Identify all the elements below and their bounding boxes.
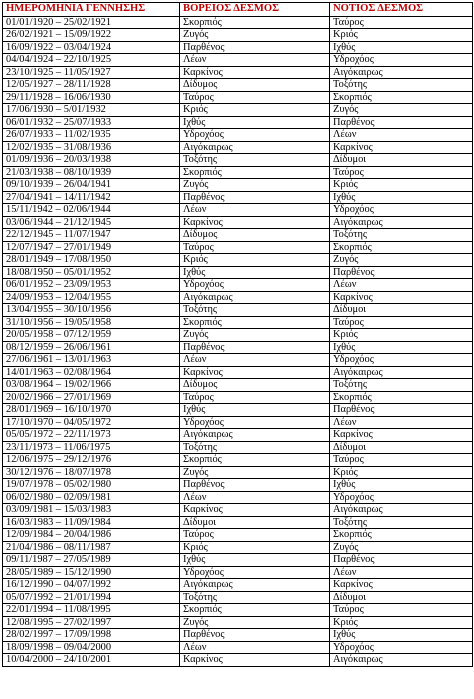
cell-birth-date-range: 03/08/1964 – 19/02/1966 <box>3 379 180 392</box>
cell-north-node: Τοξότης <box>180 441 330 454</box>
cell-north-node: Αιγόκαιρως <box>180 579 330 592</box>
table-row <box>3 104 473 117</box>
cell-south-node: Ταύρος <box>330 16 473 29</box>
table-row <box>3 554 473 567</box>
cell-north-node: Παρθένος <box>180 479 330 492</box>
cell-birth-date-range: 08/12/1959 – 26/06/1961 <box>3 341 180 354</box>
cell-north-node: Λέων <box>180 354 330 367</box>
table-row <box>3 529 473 542</box>
cell-birth-date-range: 01/09/1936 – 20/03/1938 <box>3 154 180 167</box>
cell-birth-date-range: 09/11/1987 – 27/05/1989 <box>3 554 180 567</box>
cell-birth-date-range: 30/12/1976 – 18/07/1978 <box>3 466 180 479</box>
cell-birth-date-range: 27/04/1941 – 14/11/1942 <box>3 191 180 204</box>
table-row <box>3 16 473 29</box>
cell-north-node: Σκορπιός <box>180 166 330 179</box>
table-row <box>3 629 473 642</box>
header-row <box>3 3 473 17</box>
table-row <box>3 429 473 442</box>
cell-south-node: Κριός <box>330 466 473 479</box>
table-row <box>3 641 473 654</box>
cell-birth-date-range: 19/07/1978 – 05/02/1980 <box>3 479 180 492</box>
table-row <box>3 416 473 429</box>
cell-birth-date-range: 17/06/1930 – 5/01/1932 <box>3 104 180 117</box>
cell-south-node: Παρθένος <box>330 266 473 279</box>
cell-north-node: Παρθένος <box>180 41 330 54</box>
cell-birth-date-range: 18/08/1950 – 05/01/1952 <box>3 266 180 279</box>
cell-north-node: Ζυγός <box>180 616 330 629</box>
cell-north-node: Ταύρος <box>180 91 330 104</box>
cell-south-node: Σκορπιός <box>330 241 473 254</box>
table-row <box>3 479 473 492</box>
cell-birth-date-range: 20/02/1966 – 27/01/1969 <box>3 391 180 404</box>
cell-south-node: Ταύρος <box>330 604 473 617</box>
cell-north-node: Ταύρος <box>180 241 330 254</box>
cell-south-node: Υδροχόος <box>330 354 473 367</box>
cell-birth-date-range: 24/09/1953 – 12/04/1955 <box>3 291 180 304</box>
cell-north-node: Σκορπιός <box>180 604 330 617</box>
table-row <box>3 29 473 42</box>
cell-south-node: Καρκίνος <box>330 141 473 154</box>
cell-birth-date-range: 28/01/1969 – 16/10/1970 <box>3 404 180 417</box>
table-row <box>3 91 473 104</box>
cell-north-node: Καρκίνος <box>180 504 330 517</box>
cell-south-node: Κριός <box>330 329 473 342</box>
cell-birth-date-range: 12/06/1975 – 29/12/1976 <box>3 454 180 467</box>
cell-south-node: Δίδυμοι <box>330 591 473 604</box>
cell-south-node: Λέων <box>330 129 473 142</box>
cell-birth-date-range: 26/07/1933 – 11/02/1935 <box>3 129 180 142</box>
cell-north-node: Τοξότης <box>180 304 330 317</box>
cell-birth-date-range: 16/09/1922 – 03/04/1924 <box>3 41 180 54</box>
cell-south-node: Ζυγός <box>330 104 473 117</box>
table-row <box>3 54 473 67</box>
cell-south-node: Υδροχόος <box>330 641 473 654</box>
cell-south-node: Τοξότης <box>330 229 473 242</box>
cell-north-node: Τοξότης <box>180 154 330 167</box>
cell-south-node: Κριός <box>330 616 473 629</box>
cell-north-node: Σκορπιός <box>180 454 330 467</box>
table-row <box>3 279 473 292</box>
cell-birth-date-range: 12/02/1935 – 31/08/1936 <box>3 141 180 154</box>
cell-birth-date-range: 03/09/1981 – 15/03/1983 <box>3 504 180 517</box>
cell-north-node: Ιχθύς <box>180 266 330 279</box>
lunar-nodes-table <box>2 2 473 667</box>
cell-north-node: Λέων <box>180 641 330 654</box>
table-row <box>3 79 473 92</box>
cell-south-node: Λέων <box>330 566 473 579</box>
cell-north-node: Καρκίνος <box>180 66 330 79</box>
cell-north-node: Σκορπιός <box>180 16 330 29</box>
table-row <box>3 541 473 554</box>
table-row <box>3 166 473 179</box>
cell-south-node: Λέων <box>330 416 473 429</box>
cell-south-node: Ιχθύς <box>330 479 473 492</box>
cell-south-node: Ταύρος <box>330 316 473 329</box>
cell-birth-date-range: 20/05/1958 – 07/12/1959 <box>3 329 180 342</box>
cell-north-node: Λέων <box>180 491 330 504</box>
table-row <box>3 304 473 317</box>
header-birth-date: ΗΜΕΡΟΜΗΝΙΑ ΓΕΝΝΗΣΗΣ <box>3 3 180 17</box>
table-row <box>3 154 473 167</box>
cell-north-node: Παρθένος <box>180 191 330 204</box>
cell-birth-date-range: 23/10/1925 – 11/05/1927 <box>3 66 180 79</box>
cell-north-node: Λέων <box>180 54 330 67</box>
table-row <box>3 316 473 329</box>
cell-birth-date-range: 18/09/1998 – 09/04/2000 <box>3 641 180 654</box>
cell-north-node: Ζυγός <box>180 329 330 342</box>
cell-north-node: Ιχθύς <box>180 554 330 567</box>
table-body <box>3 16 473 666</box>
table-row <box>3 491 473 504</box>
cell-south-node: Ιχθύς <box>330 41 473 54</box>
cell-south-node: Κριός <box>330 29 473 42</box>
cell-south-node: Σκορπιός <box>330 91 473 104</box>
cell-birth-date-range: 22/12/1945 – 11/07/1947 <box>3 229 180 242</box>
cell-north-node: Αιγόκαιρως <box>180 429 330 442</box>
cell-south-node: Καρκίνος <box>330 429 473 442</box>
cell-birth-date-range: 31/10/1956 – 19/05/1958 <box>3 316 180 329</box>
cell-south-node: Παρθένος <box>330 404 473 417</box>
cell-birth-date-range: 12/07/1947 – 27/01/1949 <box>3 241 180 254</box>
cell-birth-date-range: 27/06/1961 – 13/01/1963 <box>3 354 180 367</box>
table-row <box>3 179 473 192</box>
cell-north-node: Αιγόκαιρως <box>180 291 330 304</box>
cell-south-node: Τοξότης <box>330 379 473 392</box>
table-row <box>3 141 473 154</box>
cell-birth-date-range: 06/02/1980 – 02/09/1981 <box>3 491 180 504</box>
cell-birth-date-range: 01/01/1920 – 25/02/1921 <box>3 16 180 29</box>
cell-birth-date-range: 16/12/1990 – 04/07/1992 <box>3 579 180 592</box>
cell-north-node: Ζυγός <box>180 466 330 479</box>
table-row <box>3 116 473 129</box>
cell-south-node: Δίδυμοι <box>330 441 473 454</box>
cell-south-node: Σκορπιός <box>330 529 473 542</box>
table-row <box>3 366 473 379</box>
cell-south-node: Σκορπιός <box>330 391 473 404</box>
table-row <box>3 504 473 517</box>
cell-north-node: Ταύρος <box>180 529 330 542</box>
cell-south-node: Αιγόκαιρως <box>330 504 473 517</box>
cell-south-node: Καρκίνος <box>330 291 473 304</box>
cell-north-node: Ταύρος <box>180 391 330 404</box>
cell-north-node: Υδροχόος <box>180 416 330 429</box>
cell-south-node: Δίδυμοι <box>330 154 473 167</box>
cell-birth-date-range: 09/10/1939 – 26/04/1941 <box>3 179 180 192</box>
table-row <box>3 404 473 417</box>
header-south-node: ΝΟΤΙΟΣ ΔΕΣΜΟΣ <box>330 3 473 17</box>
cell-south-node: Υδροχόος <box>330 204 473 217</box>
cell-south-node: Ιχθύς <box>330 341 473 354</box>
cell-birth-date-range: 29/11/1928 – 16/06/1930 <box>3 91 180 104</box>
cell-north-node: Υδροχόος <box>180 566 330 579</box>
cell-south-node: Ταύρος <box>330 166 473 179</box>
cell-birth-date-range: 13/04/1955 – 30/10/1956 <box>3 304 180 317</box>
cell-north-node: Καρκίνος <box>180 216 330 229</box>
table-row <box>3 391 473 404</box>
cell-birth-date-range: 26/02/1921 – 15/09/1922 <box>3 29 180 42</box>
cell-south-node: Αιγόκαιρως <box>330 654 473 667</box>
cell-birth-date-range: 06/01/1952 – 23/09/1953 <box>3 279 180 292</box>
cell-north-node: Υδροχόος <box>180 129 330 142</box>
table-row <box>3 329 473 342</box>
cell-north-node: Δίδυμος <box>180 229 330 242</box>
table-row <box>3 354 473 367</box>
cell-birth-date-range: 14/01/1963 – 02/08/1964 <box>3 366 180 379</box>
header-north-node: ΒΟΡΕΙΟΣ ΔΕΣΜΟΣ <box>180 3 330 17</box>
cell-birth-date-range: 28/05/1989 – 15/12/1990 <box>3 566 180 579</box>
table-row <box>3 191 473 204</box>
table-row <box>3 341 473 354</box>
cell-north-node: Ζυγός <box>180 179 330 192</box>
cell-south-node: Λέων <box>330 279 473 292</box>
cell-birth-date-range: 21/04/1986 – 08/11/1987 <box>3 541 180 554</box>
table-row <box>3 291 473 304</box>
table-row <box>3 229 473 242</box>
table-row <box>3 591 473 604</box>
cell-south-node: Παρθένος <box>330 116 473 129</box>
cell-south-node: Υδροχόος <box>330 54 473 67</box>
table-row <box>3 466 473 479</box>
cell-south-node: Ζυγός <box>330 254 473 267</box>
cell-north-node: Κριός <box>180 254 330 267</box>
table-row <box>3 516 473 529</box>
cell-north-node: Δίδυμοι <box>180 516 330 529</box>
cell-south-node: Υδροχόος <box>330 491 473 504</box>
cell-north-node: Ζυγός <box>180 29 330 42</box>
table-row <box>3 379 473 392</box>
cell-south-node: Καρκίνος <box>330 579 473 592</box>
cell-south-node: Ζυγός <box>330 541 473 554</box>
cell-north-node: Υδροχόος <box>180 279 330 292</box>
cell-north-node: Ιχθύς <box>180 404 330 417</box>
table-row <box>3 241 473 254</box>
cell-birth-date-range: 22/01/1994 – 11/08/1995 <box>3 604 180 617</box>
table-row <box>3 41 473 54</box>
table-row <box>3 566 473 579</box>
cell-south-node: Κριός <box>330 179 473 192</box>
cell-north-node: Τοξότης <box>180 591 330 604</box>
cell-north-node: Παρθένος <box>180 341 330 354</box>
cell-north-node: Κριός <box>180 104 330 117</box>
cell-south-node: Αιγόκαιρως <box>330 66 473 79</box>
cell-birth-date-range: 21/03/1938 – 08/10/1939 <box>3 166 180 179</box>
table-row <box>3 654 473 667</box>
cell-birth-date-range: 12/09/1984 – 20/04/1986 <box>3 529 180 542</box>
cell-north-node: Ιχθύς <box>180 116 330 129</box>
cell-birth-date-range: 06/01/1932 – 25/07/1933 <box>3 116 180 129</box>
cell-south-node: Αιγόκαιρως <box>330 216 473 229</box>
table-row <box>3 254 473 267</box>
cell-south-node: Παρθένος <box>330 554 473 567</box>
cell-birth-date-range: 15/11/1942 – 02/06/1944 <box>3 204 180 217</box>
cell-north-node: Αιγόκαιρως <box>180 141 330 154</box>
cell-birth-date-range: 17/10/1970 – 04/05/1972 <box>3 416 180 429</box>
cell-north-node: Καρκίνος <box>180 654 330 667</box>
cell-birth-date-range: 05/05/1972 – 22/11/1973 <box>3 429 180 442</box>
cell-birth-date-range: 04/04/1924 – 22/10/1925 <box>3 54 180 67</box>
cell-north-node: Δίδυμος <box>180 379 330 392</box>
cell-south-node: Ιχθύς <box>330 629 473 642</box>
cell-birth-date-range: 16/03/1983 – 11/09/1984 <box>3 516 180 529</box>
table-row <box>3 129 473 142</box>
cell-north-node: Σκορπιός <box>180 316 330 329</box>
cell-birth-date-range: 28/02/1997 – 17/09/1998 <box>3 629 180 642</box>
cell-north-node: Δίδυμος <box>180 79 330 92</box>
cell-birth-date-range: 12/08/1995 – 27/02/1997 <box>3 616 180 629</box>
cell-birth-date-range: 28/01/1949 – 17/08/1950 <box>3 254 180 267</box>
cell-north-node: Κριός <box>180 541 330 554</box>
cell-north-node: Καρκίνος <box>180 366 330 379</box>
cell-birth-date-range: 12/05/1927 – 28/11/1928 <box>3 79 180 92</box>
cell-birth-date-range: 10/04/2000 – 24/10/2001 <box>3 654 180 667</box>
cell-north-node: Λέων <box>180 204 330 217</box>
table-row <box>3 579 473 592</box>
table-row <box>3 66 473 79</box>
table-row <box>3 454 473 467</box>
table-row <box>3 204 473 217</box>
table-row <box>3 266 473 279</box>
table-row <box>3 616 473 629</box>
cell-birth-date-range: 03/06/1944 – 21/12/1945 <box>3 216 180 229</box>
cell-birth-date-range: 05/07/1992 – 21/01/1994 <box>3 591 180 604</box>
table-row <box>3 604 473 617</box>
cell-south-node: Αιγόκαιρως <box>330 366 473 379</box>
cell-south-node: Ιχθύς <box>330 191 473 204</box>
cell-north-node: Παρθένος <box>180 629 330 642</box>
cell-south-node: Δίδυμοι <box>330 304 473 317</box>
cell-south-node: Τοξότης <box>330 79 473 92</box>
cell-birth-date-range: 23/11/1973 – 11/06/1975 <box>3 441 180 454</box>
cell-south-node: Ταύρος <box>330 454 473 467</box>
table-row <box>3 441 473 454</box>
table-row <box>3 216 473 229</box>
table-header <box>3 3 473 17</box>
cell-south-node: Τοξότης <box>330 516 473 529</box>
